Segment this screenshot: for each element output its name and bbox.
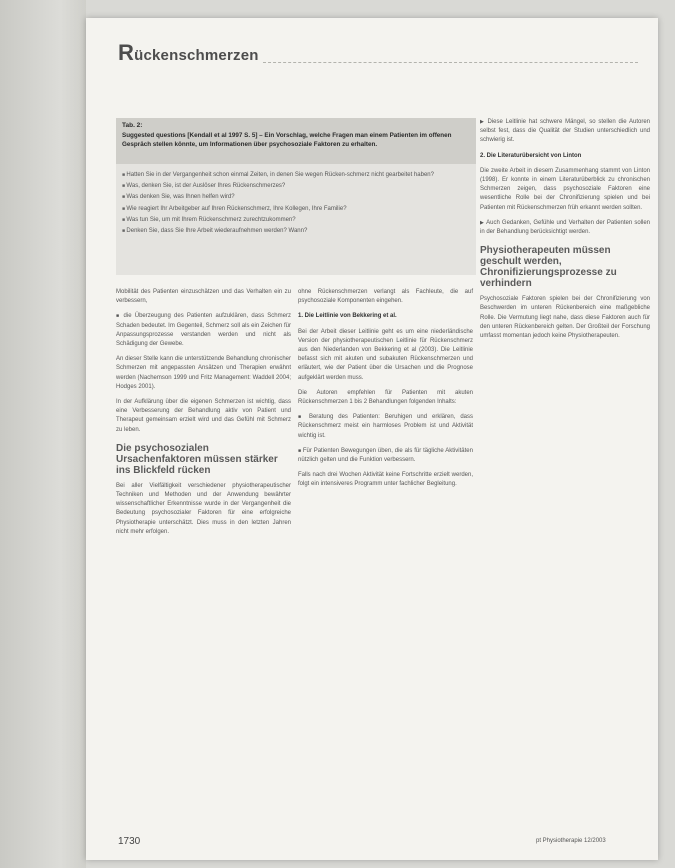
column-right [480,118,650,347]
paragraph: Die Autoren empfehlen für Patienten mit akuten Rückenschmerzen 1 bis 2 Behandlungen folgenden Inhalts: [298,389,473,406]
header-rule [263,62,638,63]
table-title: Suggested questions [Kendall et al 1997 S. 5] – Ein Vorschlag, welche Fragen man einem Patienten im offenen Gespräch stellen könnte, um Informationen über psychosoziale Faktoren zu erhalten. [122,132,452,148]
paragraph: In der Aufklärung über die eigenen Schmerzen ist wichtig, dass eine Verbesserung der Behandlung aktiv von Patient und Therapeut gemeinsam erzielt wird und das Gefühl mit Schmerz zu leben. [116,399,291,433]
arrow-paragraph: ▶ Diese Leitlinie hat schwere Mängel, so stellen die Autoren selbst fest, dass die Qualität der Studien unterschiedlich und schwierig ist. [480,118,650,146]
journal-footer: pt Physiotherapie 12/2003 [536,838,606,844]
scan-edge [0,0,86,868]
table-label: Tab. 2: [122,122,143,129]
paragraph: Falls nach drei Wochen Aktivität keine Fortschritte erzielt werden, folgt ein intensiveres Programm unter fachlicher Begleitung. [298,472,473,488]
question-item: ■ Denken Sie, dass Sie Ihre Arbeit wiederaufnehmen werden? Wann? [122,226,472,237]
question-item: ■ Wie reagiert Ihr Arbeitgeber auf Ihren Rückenschmerz, Ihre Kollegen, Ihre Familie? [122,204,472,215]
page-header [118,40,638,70]
section-title-initial: R [118,40,135,65]
bullet-paragraph: ■ die Überzeugung des Patienten aufzuklären, dass Schmerz Schaden bedeutet. Im Gegenteil, Schmerz soll als ein Zeichen für Anpassungsprozesse verstanden werden und nicht als Schädigung der Gewebe. [116,312,291,349]
arrow-paragraph: ▶ Auch Gedanken, Gefühle und Verhalten der Patienten sollen in der Behandlung berücksichtigt werden. [480,219,650,237]
question-item: ■ Was, denken Sie, ist der Auslöser Ihres Rückenschmerzes? [122,181,472,192]
paragraph: Bei der Arbeit dieser Leitlinie geht es um eine niederländische Version der physiotherapeutischen Leitlinie für Rückenschmerz aus den Niederlanden von Bekkering et al (2003). Die Leitlinie befasst sich mit akuten und subakuten Rückenschmerzen und erläutert, wie der Patient über die Ursachen und die Prognose aufgeklärt werden muss. [298,328,473,381]
paragraph: Psychosoziale Faktoren spielen bei der Chronifizierung von Beschwerden im unteren Rückenbereich eine maßgebliche Rolle. Die Vermutung liegt nahe, dass diese Faktoren auch für den unteren Rückenbereich gelten. Der Großteil der Forschung umfasst momentan jedoch keine Physiotherapeuten. [480,296,650,340]
question-item: ■ Was tun Sie, um mit Ihrem Rückenschmerz zurechtzukommen? [122,215,472,226]
paragraph: Die zweite Arbeit in diesem Zusammenhang stammt von Linton (1998). Er konnte in einem Literaturüberblick zu chronischen Schmerzen zeigen, dass psychosoziale Faktoren eine wesentliche Rolle bei der Chronifizierung spielen und bei Patienten mit Rückenschmerzen früh erkannt werden sollten. [480,167,650,211]
section-title-rest: ückenschmerzen [134,47,259,64]
paragraph: Mobilität des Patienten einzuschätzen und das Verhalten ein zu verbessern, [116,289,291,305]
question-item: ■ Hatten Sie in der Vergangenheit schon einmal Zeiten, in denen Sie wegen Rücken-schmerz nicht gearbeitet haben? [122,170,472,181]
bullet-paragraph: ■ Für Patienten Bewegungen üben, die als für tägliche Aktivitäten nützlich gelten und die Funktion verbessern. [298,447,473,465]
table-box [116,118,476,275]
paragraph: An dieser Stelle kann die unterstützende Behandlung chronischer Schmerzen mit angepassten Ansätzen und Therapien erwähnt werden (Nachemson 1999 und Fritz Management: Waddell 2004; Hodges 2001). [116,356,291,390]
question-list [122,170,472,237]
paragraph: ohne Rückenschmerzen verlangt als Fachleute, die auf psychosoziale Komponenten eingehen. [298,289,473,305]
paragraph: Bei aller Vielfältigkeit verschiedener physiotherapeutischer Techniken und Methoden und der Anwendung bewährter wissenschaftlicher Erkenntnisse wurde in der Vergangenheit die Bedeutung psychosozialer Faktoren für eine erfolgreiche Physiotherapie unterschätzt. Dies muss in den letzten Jahren nicht mehr erfolgen. [116,482,291,535]
page-number: 1730 [118,836,141,847]
column-middle [298,288,473,496]
section-heading: Physiotherapeuten müssen geschult werden, Chronifizierungsprozesse zu verhindern [480,245,617,290]
subheading: 1. Die Leitlinie von Bekkering et al. [298,313,397,320]
question-item: ■ Was denken Sie, was Ihnen helfen wird? [122,192,472,203]
bullet-paragraph: ■ Beratung des Patienten: Beruhigen und erklären, dass Rückenschmerz meist ein harmloses Problem ist und Aktivität wichtig ist. [298,413,473,441]
document-page [86,18,658,860]
subheading: 2. Die Literaturübersicht von Linton [480,152,582,159]
section-heading: Die psychosozialen Ursachenfaktoren müssen stärker ins Blickfeld rücken [116,442,278,476]
table-header [116,118,476,164]
column-left [116,288,291,543]
section-title [118,40,259,66]
